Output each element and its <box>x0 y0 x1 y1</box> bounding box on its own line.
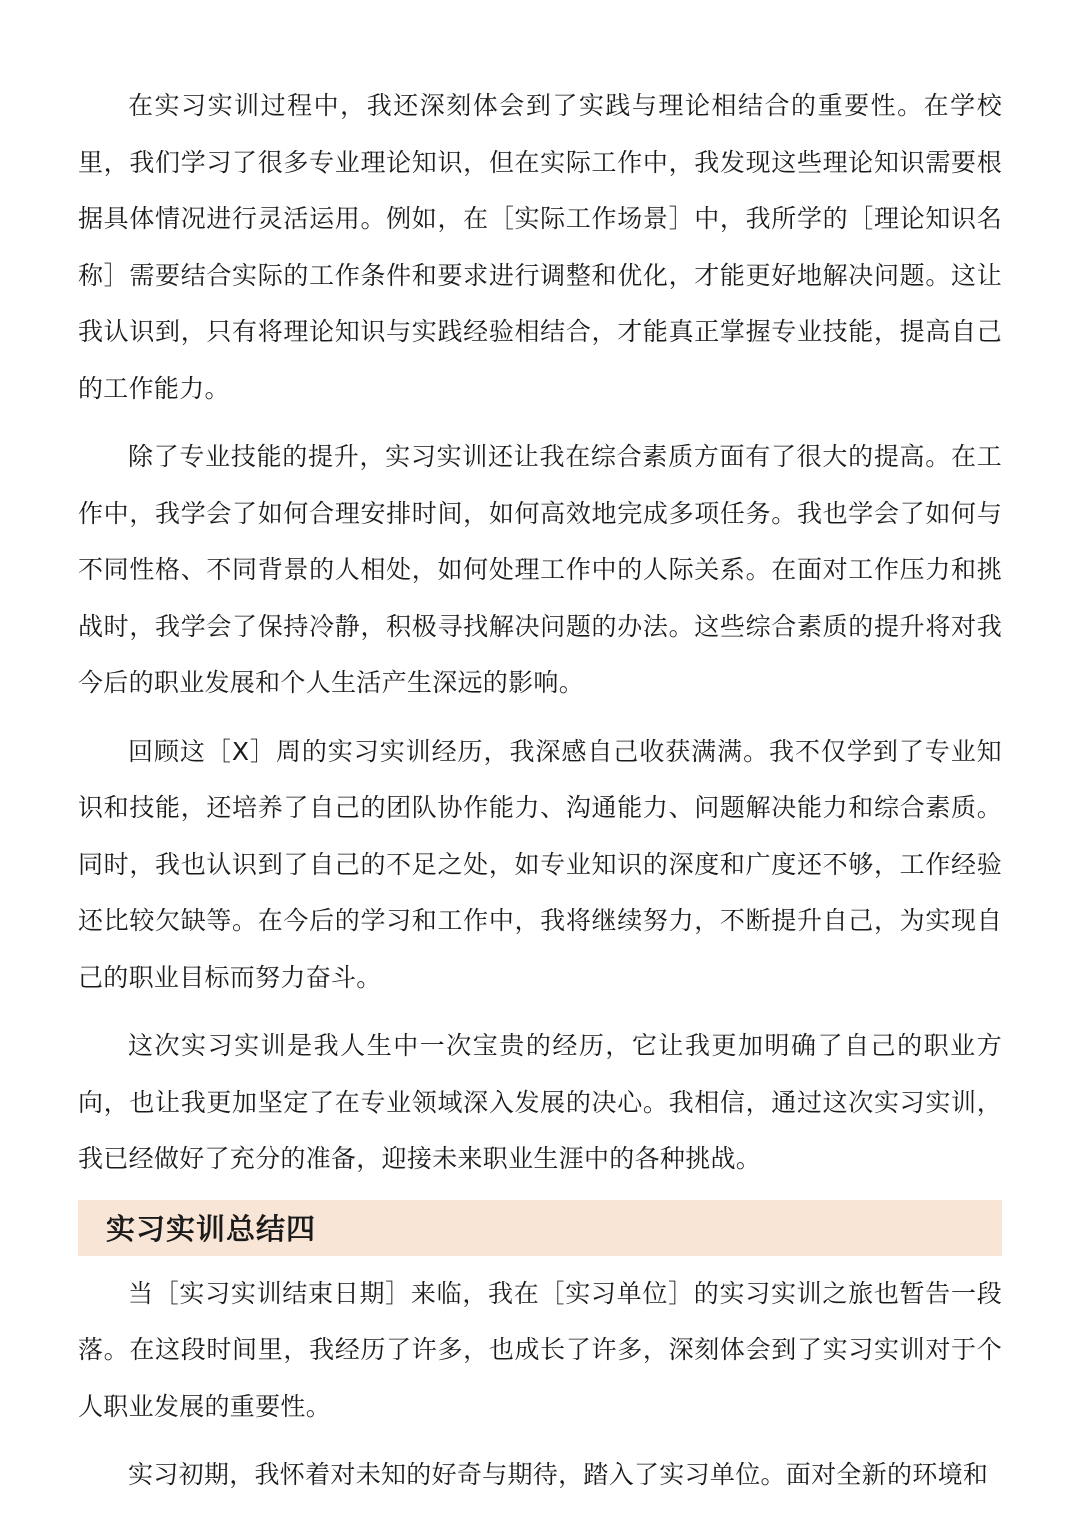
paragraph-theory-practice: 在实习实训过程中，我还深刻体会到了实践与理论相结合的重要性。在学校里，我们学习了很多专业理论知识，但在实际工作中，我发现这些理论知识需要根据具体情况进行灵活运用。例如，在［实际工作场景］中，我所学的［理论知识名称］需要结合实际的工作条件和要求进行调整和优化，才能更好地解决问题。这让我认识到，只有将理论知识与实践经验相结合，才能真正掌握专业技能，提高自己的工作能力。 <box>78 91 1002 403</box>
paragraph-overall-quality: 除了专业技能的提升，实习实训还让我在综合素质方面有了很大的提高。在工作中，我学会了如何合理安排时间，如何高效地完成多项任务。我也学会了如何与不同性格、不同背景的人相处，如何处理工作中的人际关系。在面对工作压力和挑战时，我学会了保持冷静，积极寻找解决问题的办法。这些综合素质的提升将对我今后的职业发展和个人生活产生深远的影响。 <box>78 442 1002 697</box>
paragraph-section-intro: 当［实习实训结束日期］来临，我在［实习单位］的实习实训之旅也暂告一段落。在这段时间里，我经历了许多，也成长了许多，深刻体会到了实习实训对于个人职业发展的重要性。 <box>78 1278 1002 1421</box>
paragraph-early-internship: 实习初期，我怀着对未知的好奇与期待，踏入了实习单位。面对全新的环境和 <box>128 1460 989 1489</box>
paragraph-conclusion: 这次实习实训是我人生中一次宝贵的经历，它让我更加明确了自己的职业方向，也让我更加坚定了在专业领域深入发展的决心。我相信，通过这次实习实训，我已经做好了充分的准备，迎接未来职业生涯中的各种挑战。 <box>78 1031 1002 1173</box>
section-heading-bar <box>78 1200 1002 1256</box>
paragraph-review: 回顾这［X］周的实习实训经历，我深感自己收获满满。我不仅学到了专业知识和技能，还培养了自己的团队协作能力、沟通能力、问题解决能力和综合素质。同时，我也认识到了自己的不足之处，如专业知识的深度和广度还不够，工作经验还比较欠缺等。在今后的学习和工作中，我将继续努力，不断提升自己，为实现自己的职业目标而努力奋斗。 <box>78 736 1002 992</box>
section-title: 实习实训总结四 <box>106 1212 317 1246</box>
